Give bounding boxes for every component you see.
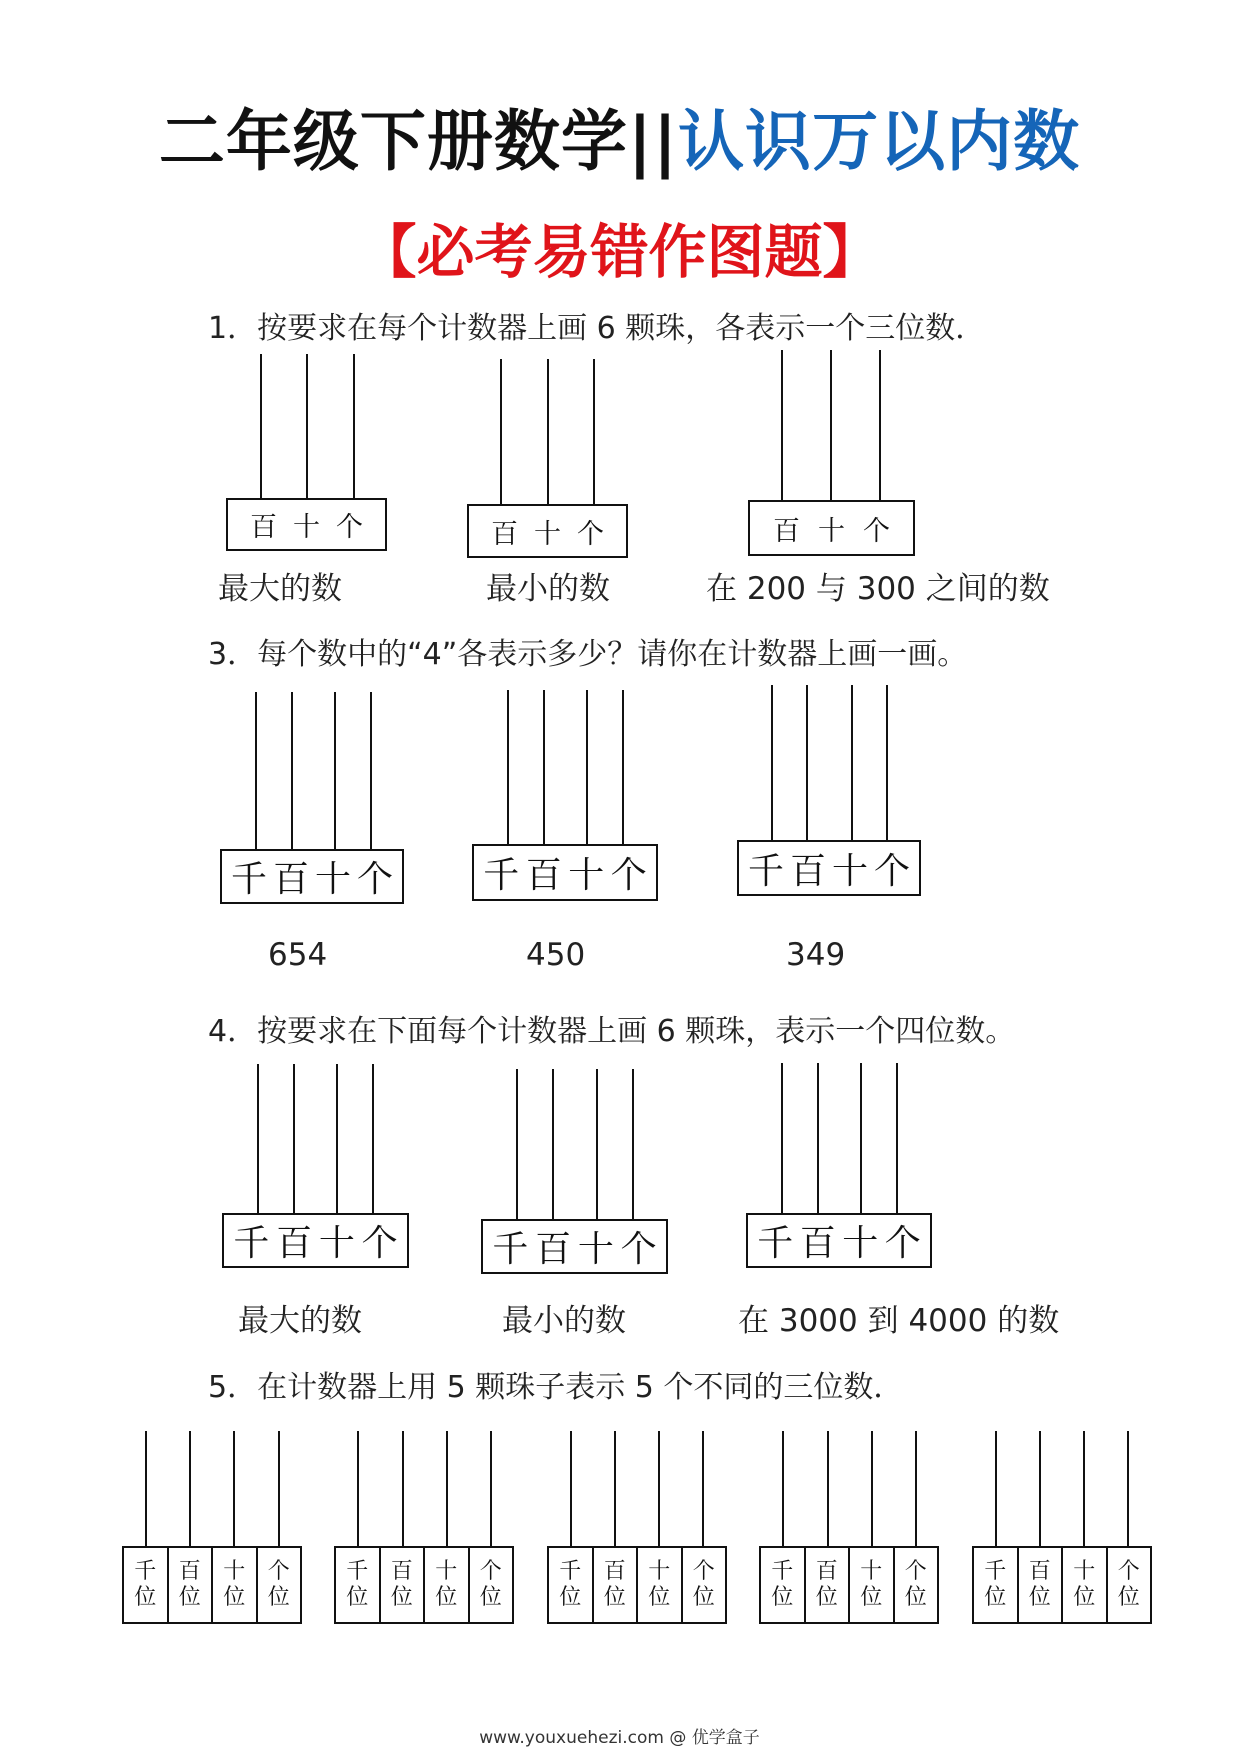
place-label-tens: 十 bbox=[534, 518, 561, 550]
place-label-tens: 十 bbox=[831, 850, 868, 892]
abacus-rod[interactable] bbox=[507, 690, 509, 846]
abacus-rod[interactable] bbox=[886, 685, 888, 842]
place-label-tens: 十 bbox=[568, 855, 605, 896]
abacus-rod[interactable] bbox=[702, 1431, 704, 1547]
abacus-base bbox=[481, 1219, 668, 1274]
place-label-hundreds: 百 bbox=[799, 1223, 836, 1264]
abacus-rod[interactable] bbox=[632, 1069, 634, 1221]
abacus-rod[interactable] bbox=[879, 350, 881, 502]
abacus-base bbox=[737, 840, 921, 896]
place-label-tens: 十 bbox=[818, 515, 845, 547]
footer-watermark: www.youxuehezi.com @ 优学盒子 bbox=[479, 1728, 760, 1748]
place-label-tens: 十 bbox=[314, 859, 351, 900]
q1-caption-3: 在 200 与 300 之间的数 bbox=[706, 571, 1050, 607]
abacus-rod[interactable] bbox=[896, 1063, 898, 1214]
place-label-thousands: 千 bbox=[757, 1223, 794, 1264]
page-title-part2: 认识万以内数 bbox=[678, 103, 1081, 180]
abacus-rod[interactable] bbox=[189, 1431, 191, 1547]
abacus-rod[interactable] bbox=[827, 1431, 829, 1547]
abacus-rod[interactable] bbox=[1083, 1431, 1085, 1547]
place-cell-thousands: 千 位 bbox=[336, 1548, 381, 1622]
q1-caption-1: 最大的数 bbox=[218, 571, 342, 607]
abacus-rod[interactable] bbox=[446, 1431, 448, 1547]
abacus-base bbox=[972, 1546, 1152, 1624]
abacus-rod[interactable] bbox=[871, 1431, 873, 1547]
q1-caption-2: 最小的数 bbox=[486, 571, 610, 607]
abacus-rod[interactable] bbox=[851, 685, 853, 842]
abacus-base bbox=[759, 1546, 939, 1624]
place-cell-tens: 十 位 bbox=[213, 1548, 258, 1622]
abacus-rod[interactable] bbox=[334, 692, 336, 850]
place-cell-tens: 十 位 bbox=[850, 1548, 895, 1622]
place-cell-hundreds: 百 位 bbox=[381, 1548, 426, 1622]
place-label-hundreds: 百 bbox=[250, 512, 277, 543]
place-label-hundreds: 百 bbox=[535, 1229, 572, 1270]
abacus-rod[interactable] bbox=[233, 1431, 235, 1547]
abacus-rod[interactable] bbox=[547, 359, 549, 506]
place-cell-thousands: 千 位 bbox=[549, 1548, 594, 1622]
abacus-base bbox=[226, 498, 387, 551]
place-label-ones: 个 bbox=[336, 512, 363, 543]
abacus-rod[interactable] bbox=[782, 1431, 784, 1547]
place-label-thousands: 千 bbox=[233, 1223, 270, 1264]
place-label-tens: 十 bbox=[293, 512, 320, 543]
abacus-rod[interactable] bbox=[293, 1064, 295, 1214]
abacus-base bbox=[467, 504, 628, 558]
abacus-rod[interactable] bbox=[490, 1431, 492, 1547]
abacus-base bbox=[122, 1546, 302, 1624]
place-label-tens: 十 bbox=[577, 1229, 614, 1270]
place-cell-hundreds: 百 位 bbox=[806, 1548, 851, 1622]
place-label-thousands: 千 bbox=[483, 855, 520, 896]
place-label-ones: 个 bbox=[620, 1229, 657, 1270]
q3-number-3: 349 bbox=[786, 937, 846, 973]
place-cell-tens: 十 位 bbox=[638, 1548, 683, 1622]
question-5-text: 5．在计数器上用 5 颗珠子表示 5 个不同的三位数． bbox=[208, 1370, 904, 1405]
abacus-rod[interactable] bbox=[1127, 1431, 1129, 1547]
abacus-rod[interactable] bbox=[306, 354, 308, 500]
place-label-ones: 个 bbox=[610, 855, 647, 896]
abacus-rod[interactable] bbox=[995, 1431, 997, 1547]
abacus-base bbox=[748, 500, 915, 556]
abacus-base bbox=[220, 849, 404, 904]
place-label-ones: 个 bbox=[884, 1223, 921, 1264]
place-cell-thousands: 千 位 bbox=[974, 1548, 1019, 1622]
place-cell-hundreds: 百 位 bbox=[1019, 1548, 1064, 1622]
abacus-rod[interactable] bbox=[830, 350, 832, 502]
abacus-rod[interactable] bbox=[658, 1431, 660, 1547]
abacus-rod[interactable] bbox=[257, 1064, 259, 1214]
abacus-rod[interactable] bbox=[353, 354, 355, 500]
place-cell-ones: 个 位 bbox=[1117, 1559, 1140, 1610]
abacus-rod[interactable] bbox=[372, 1064, 374, 1214]
abacus-base bbox=[547, 1546, 727, 1624]
place-cell-thousands: 千 位 bbox=[124, 1548, 169, 1622]
page-title-part1: 二年级下册数学|| bbox=[158, 103, 679, 180]
place-label-tens: 十 bbox=[318, 1223, 355, 1264]
question-4-text: 4．按要求在下面每个计数器上画 6 颗珠，表示一个四位数。 bbox=[208, 1014, 1016, 1049]
q4-caption-2: 最小的数 bbox=[502, 1303, 626, 1339]
place-label-thousands: 千 bbox=[230, 859, 267, 900]
place-label-ones: 个 bbox=[356, 859, 393, 900]
place-label-hundreds: 百 bbox=[276, 1223, 313, 1264]
place-cell-ones: 个 位 bbox=[479, 1559, 502, 1610]
place-label-hundreds: 百 bbox=[525, 855, 562, 896]
abacus-rod[interactable] bbox=[806, 685, 808, 842]
abacus-rod[interactable] bbox=[860, 1063, 862, 1214]
place-cell-tens: 十 位 bbox=[425, 1548, 470, 1622]
abacus-rod[interactable] bbox=[278, 1431, 280, 1547]
abacus-rod[interactable] bbox=[543, 690, 545, 846]
abacus-rod[interactable] bbox=[781, 350, 783, 502]
place-label-ones: 个 bbox=[863, 515, 890, 547]
abacus-rod[interactable] bbox=[336, 1064, 338, 1214]
abacus-rod[interactable] bbox=[255, 692, 257, 850]
abacus-rod[interactable] bbox=[817, 1063, 819, 1214]
place-cell-ones: 个 位 bbox=[267, 1559, 290, 1610]
abacus-rod[interactable] bbox=[570, 1431, 572, 1547]
abacus-rod[interactable] bbox=[771, 685, 773, 842]
abacus-rod[interactable] bbox=[357, 1431, 359, 1547]
abacus-rod[interactable] bbox=[145, 1431, 147, 1547]
abacus-base bbox=[334, 1546, 514, 1624]
abacus-rod[interactable] bbox=[260, 354, 262, 500]
place-label-thousands: 千 bbox=[747, 850, 784, 892]
abacus-rod[interactable] bbox=[500, 359, 502, 506]
question-1-text: 1．按要求在每个计数器上画 6 颗珠，各表示一个三位数． bbox=[208, 311, 986, 346]
page-subtitle: 【必考易错作图题】 bbox=[358, 218, 881, 286]
abacus-base bbox=[746, 1213, 932, 1268]
abacus-rod[interactable] bbox=[516, 1069, 518, 1221]
place-cell-hundreds: 百 位 bbox=[169, 1548, 214, 1622]
q3-number-2: 450 bbox=[526, 937, 586, 973]
abacus-rod[interactable] bbox=[614, 1431, 616, 1547]
abacus-rod[interactable] bbox=[1039, 1431, 1041, 1547]
abacus-base bbox=[472, 844, 658, 901]
abacus-rod[interactable] bbox=[593, 359, 595, 506]
abacus-rod[interactable] bbox=[291, 692, 293, 850]
place-label-ones: 个 bbox=[577, 518, 604, 550]
q3-number-1: 654 bbox=[268, 937, 328, 973]
abacus-rod[interactable] bbox=[622, 690, 624, 846]
place-cell-ones: 个 位 bbox=[904, 1559, 927, 1610]
place-cell-tens: 十 位 bbox=[1063, 1548, 1108, 1622]
place-label-hundreds: 百 bbox=[789, 850, 826, 892]
place-label-hundreds: 百 bbox=[272, 859, 309, 900]
abacus-rod[interactable] bbox=[370, 692, 372, 850]
place-label-hundreds: 百 bbox=[491, 518, 518, 550]
abacus-rod[interactable] bbox=[781, 1063, 783, 1214]
place-label-tens: 十 bbox=[842, 1223, 879, 1264]
place-label-thousands: 千 bbox=[492, 1229, 529, 1270]
place-cell-hundreds: 百 位 bbox=[594, 1548, 639, 1622]
abacus-rod[interactable] bbox=[552, 1069, 554, 1221]
place-cell-ones: 个 位 bbox=[692, 1559, 715, 1610]
place-label-hundreds: 百 bbox=[773, 515, 800, 547]
abacus-rod[interactable] bbox=[402, 1431, 404, 1547]
place-label-ones: 个 bbox=[873, 850, 910, 892]
abacus-base bbox=[222, 1213, 409, 1268]
q4-caption-3: 在 3000 到 4000 的数 bbox=[738, 1303, 1060, 1339]
abacus-rod[interactable] bbox=[596, 1069, 598, 1221]
q4-caption-1: 最大的数 bbox=[238, 1303, 362, 1339]
page-title bbox=[0, 88, 1239, 183]
place-label-ones: 个 bbox=[361, 1223, 398, 1264]
abacus-rod[interactable] bbox=[586, 690, 588, 846]
question-3-text: 3．每个数中的“4”各表示多少？请你在计数器上画一画。 bbox=[208, 637, 968, 672]
place-cell-thousands: 千 位 bbox=[761, 1548, 806, 1622]
abacus-rod[interactable] bbox=[915, 1431, 917, 1547]
